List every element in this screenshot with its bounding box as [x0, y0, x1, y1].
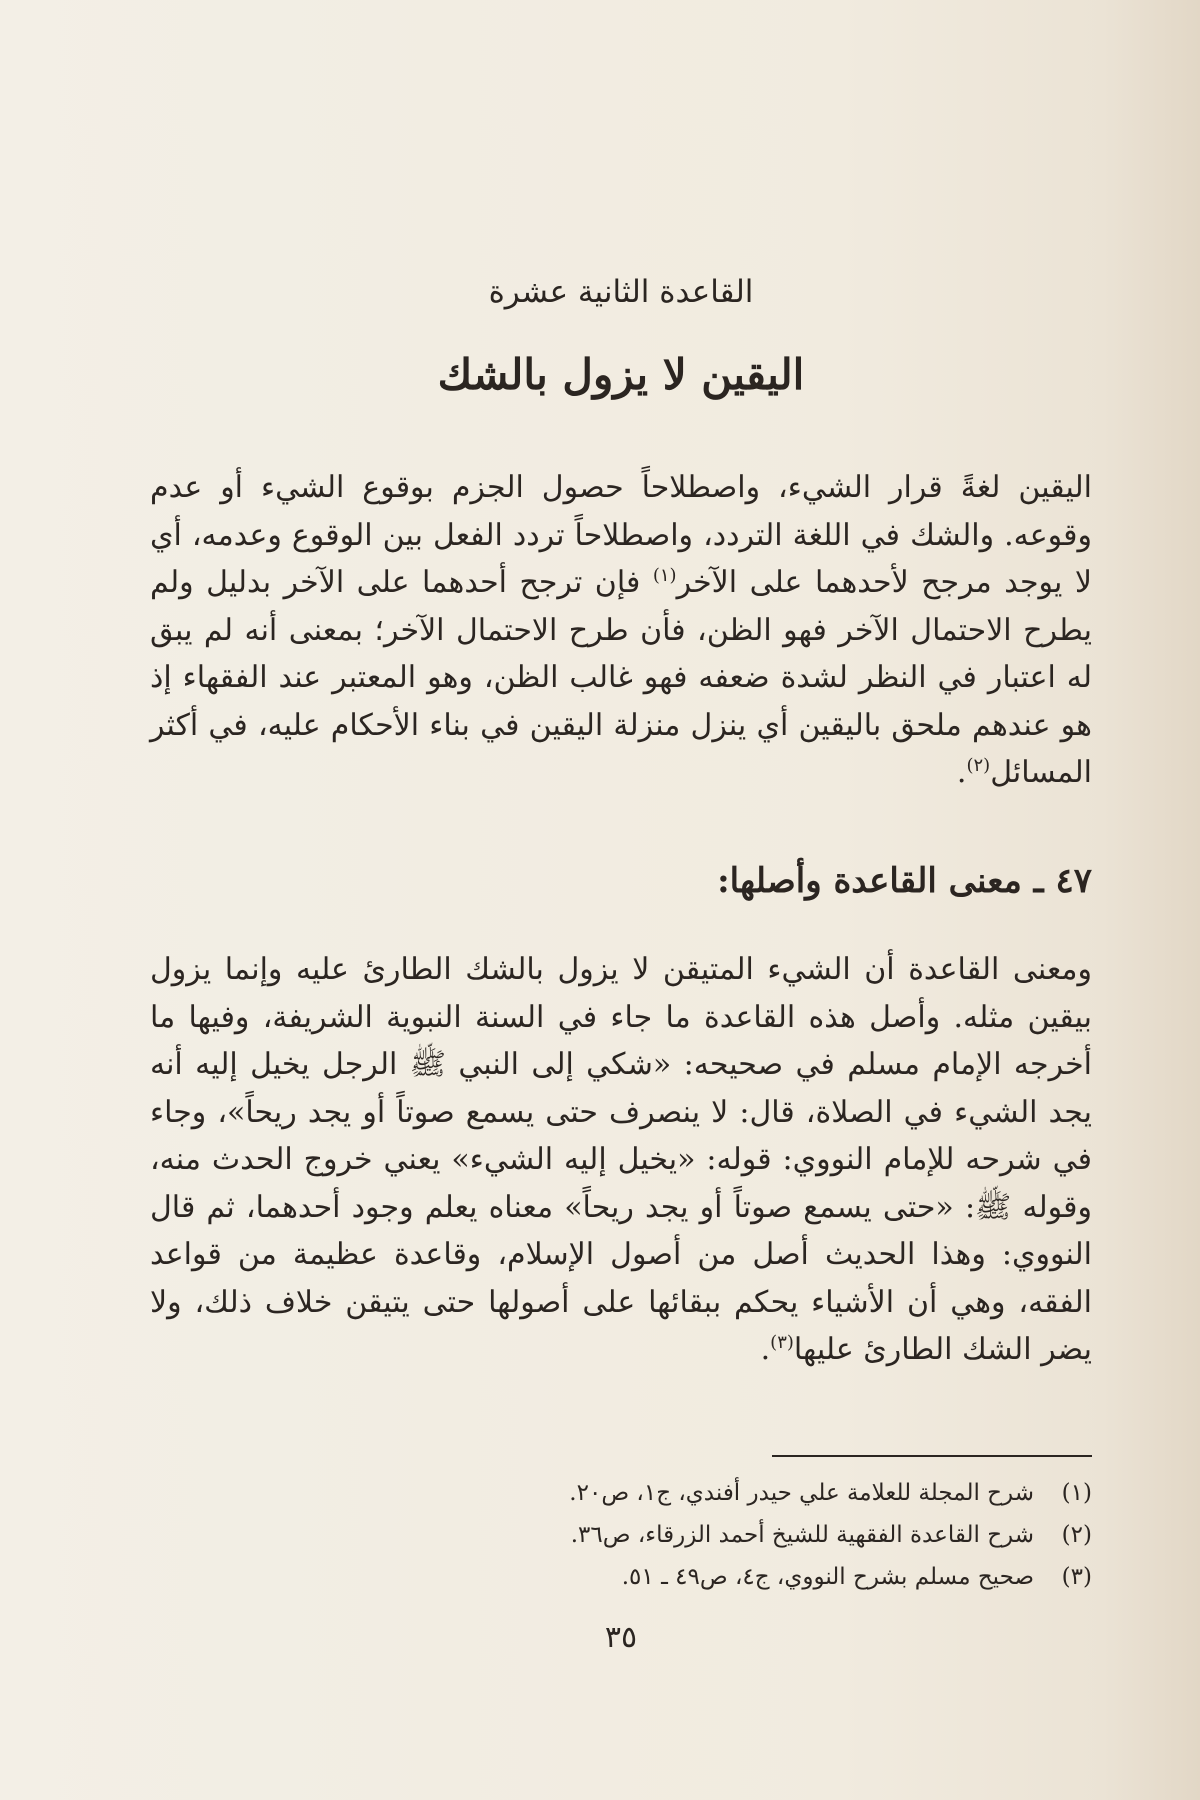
section-text-part1: ومعنى القاعدة أن الشيء المتيقن لا يزول بالشك الطارئ عليه وإنما يزول بيقين مثله. وأصل هذه القاعدة ما جاء في السنة النبوية الشريفة، وفيها ما أخرجه الإمام مسلم في صحيحه: «شكي إلى النبي ﷺ الرجل يخيل إليه أنه يجد الشيء في الصلاة، قال: لا ينصرف حتى يسمع صوتاً أو يجد ريحاً»، وجاء في شرحه للإمام النووي: قوله: «يخيل إليه الشيء» يعني خروج الحدث منه، وقوله ﷺ: «حتى يسمع صوتاً أو يجد ريحاً» معناه يعلم وجود أحدهما، ثم قال النووي: وهذا الحديث أصل من أصول الإسلام، وقاعدة عظيمة من قواعد الفقه، وهي أن الأشياء يحكم ببقائها على أصولها حتى يتيقن خلاف ذلك، ولا يضر الشك الطارئ عليها [150, 952, 1092, 1367]
footnotes [150, 1472, 1092, 1598]
footnote-ref-1: (١) [652, 565, 677, 586]
footnote-ref-3: (٣) [770, 1332, 794, 1353]
chapter-title: اليقين لا يزول بالشك [437, 350, 805, 399]
footnote [150, 1514, 1092, 1556]
intro-text-part3: . [956, 755, 967, 790]
section-paragraph [150, 946, 1092, 1374]
footnote [150, 1556, 1092, 1598]
footnote-text: شرح القاعدة الفقهية للشيخ أحمد الزرقاء، ص٣٦. [570, 1522, 1034, 1548]
footnote-number: (١) [1061, 1480, 1092, 1506]
footnote-text: شرح المجلة للعلامة علي حيدر أفندي، ج١، ص٢٠. [569, 1480, 1034, 1506]
intro-text-part2: فإن ترجح أحدهما على الآخر بدليل ولم يطرح الاحتمال الآخر فهو الظن، فأن طرح الاحتمال الآخر؛ بمعنى أنه لم يبق له اعتبار في النظر لشدة ضعفه فهو غالب الظن، وهو المعتبر عند الفقهاء إذ هو عندهم ملحق باليقين أي ينزل منزلة اليقين في بناء الأحكام عليه، في أكثر المسائل [150, 565, 1092, 790]
footnote-divider [772, 1455, 1092, 1457]
page-number: ٣٥ [604, 1620, 638, 1655]
footnote-text: صحيح مسلم بشرح النووي، ج٤، ص٤٩ ـ ٥١. [621, 1564, 1034, 1590]
intro-paragraph [150, 464, 1092, 797]
footnote-number: (٣) [1061, 1564, 1092, 1590]
intro-text-part1: اليقين لغةً قرار الشيء، واصطلاحاً حصول الجزم بوقوع الشيء أو عدم وقوعه. والشك في اللغة التردد، واصطلاحاً تردد الفعل بين الوقوع وعدمه، أي لا يوجد مرجح لأحدهما على الآخر [150, 470, 1092, 600]
section-text-part2: . [760, 1332, 771, 1367]
footnote [150, 1472, 1092, 1514]
footnote-number: (٢) [1061, 1522, 1092, 1548]
section-heading: ٤٧ ـ معنى القاعدة وأصلها: [717, 861, 1092, 901]
footnote-ref-2: (٢) [966, 755, 991, 776]
chapter-subtitle: القاعدة الثانية عشرة [488, 274, 754, 310]
